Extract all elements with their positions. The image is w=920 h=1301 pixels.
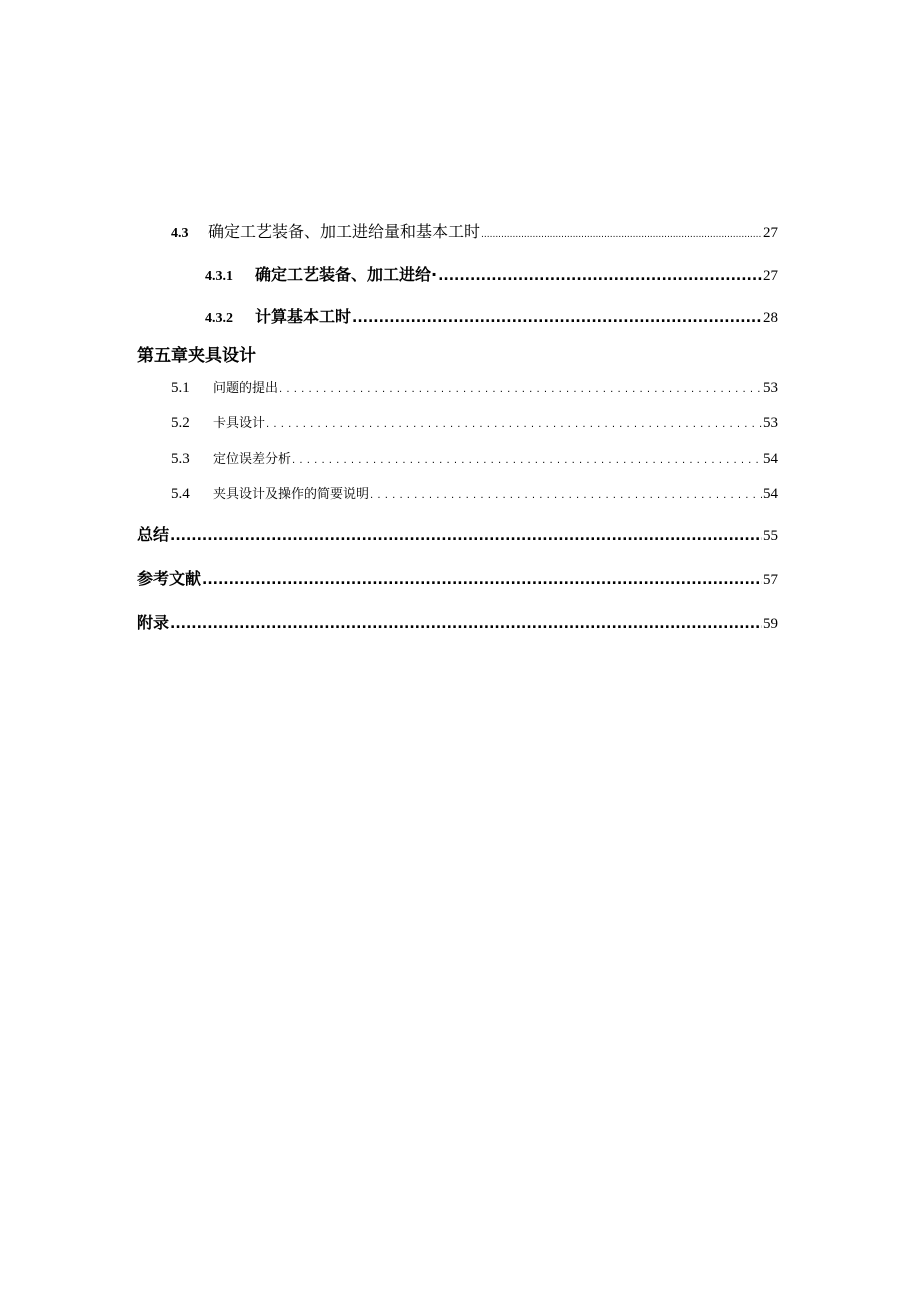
section-title: 附录	[137, 613, 170, 632]
section-title: 定位误差分析	[213, 452, 292, 467]
page-number: 55	[763, 528, 778, 544]
toc-entry-5-1[interactable]	[171, 377, 778, 397]
section-title: 确定工艺装备、加工进给量和基本工时	[208, 222, 481, 241]
section-title: 夹具设计及操作的简要说明	[213, 487, 370, 502]
section-title: 总结	[137, 525, 170, 544]
toc-entry-5-4[interactable]	[171, 483, 778, 503]
page-number: 54	[763, 486, 778, 502]
section-number: 4.3.1	[205, 269, 233, 284]
page-number: 59	[763, 616, 778, 632]
section-number: 5.2	[171, 415, 190, 431]
page-number: 27	[763, 268, 778, 284]
toc-entry-references[interactable]	[137, 566, 778, 589]
section-title: 确定工艺装备、加工进给·	[255, 265, 438, 284]
page-number: 28	[763, 310, 778, 326]
page-number: 57	[763, 572, 778, 588]
toc-entry-appendix[interactable]	[137, 610, 778, 633]
section-title: 计算基本工时	[255, 307, 352, 326]
chapter-heading-5[interactable]: 第五章夹具设计	[137, 346, 256, 366]
dot-leader	[438, 268, 762, 284]
toc-entry-5-2[interactable]	[171, 412, 778, 432]
toc-entry-5-3[interactable]	[171, 448, 778, 468]
section-number: 5.3	[171, 451, 190, 467]
dot-leader	[370, 490, 762, 501]
page-number: 27	[763, 225, 778, 241]
dot-leader	[170, 528, 762, 544]
page-number: 53	[763, 380, 778, 396]
toc-entry-4-3-2[interactable]	[205, 304, 778, 327]
dot-leader	[279, 384, 762, 395]
page-number: 54	[763, 451, 778, 467]
toc-entry-summary[interactable]	[137, 522, 778, 545]
dot-leader	[292, 455, 762, 466]
dot-leader	[352, 310, 762, 326]
section-title: 参考文献	[137, 569, 202, 588]
section-title: 卡具设计	[213, 416, 266, 431]
section-number: 4.3	[171, 226, 189, 241]
page-number: 53	[763, 415, 778, 431]
toc-entry-4-3-1[interactable]	[205, 262, 778, 285]
section-number: 5.4	[171, 486, 190, 502]
toc-entry-4-3[interactable]	[171, 219, 778, 242]
dot-leader	[481, 230, 762, 240]
dot-leader	[202, 572, 762, 588]
section-number: 4.3.2	[205, 311, 233, 326]
section-number: 5.1	[171, 380, 190, 396]
dot-leader	[266, 419, 762, 430]
dot-leader	[170, 616, 762, 632]
section-title: 问题的提出	[213, 381, 279, 396]
